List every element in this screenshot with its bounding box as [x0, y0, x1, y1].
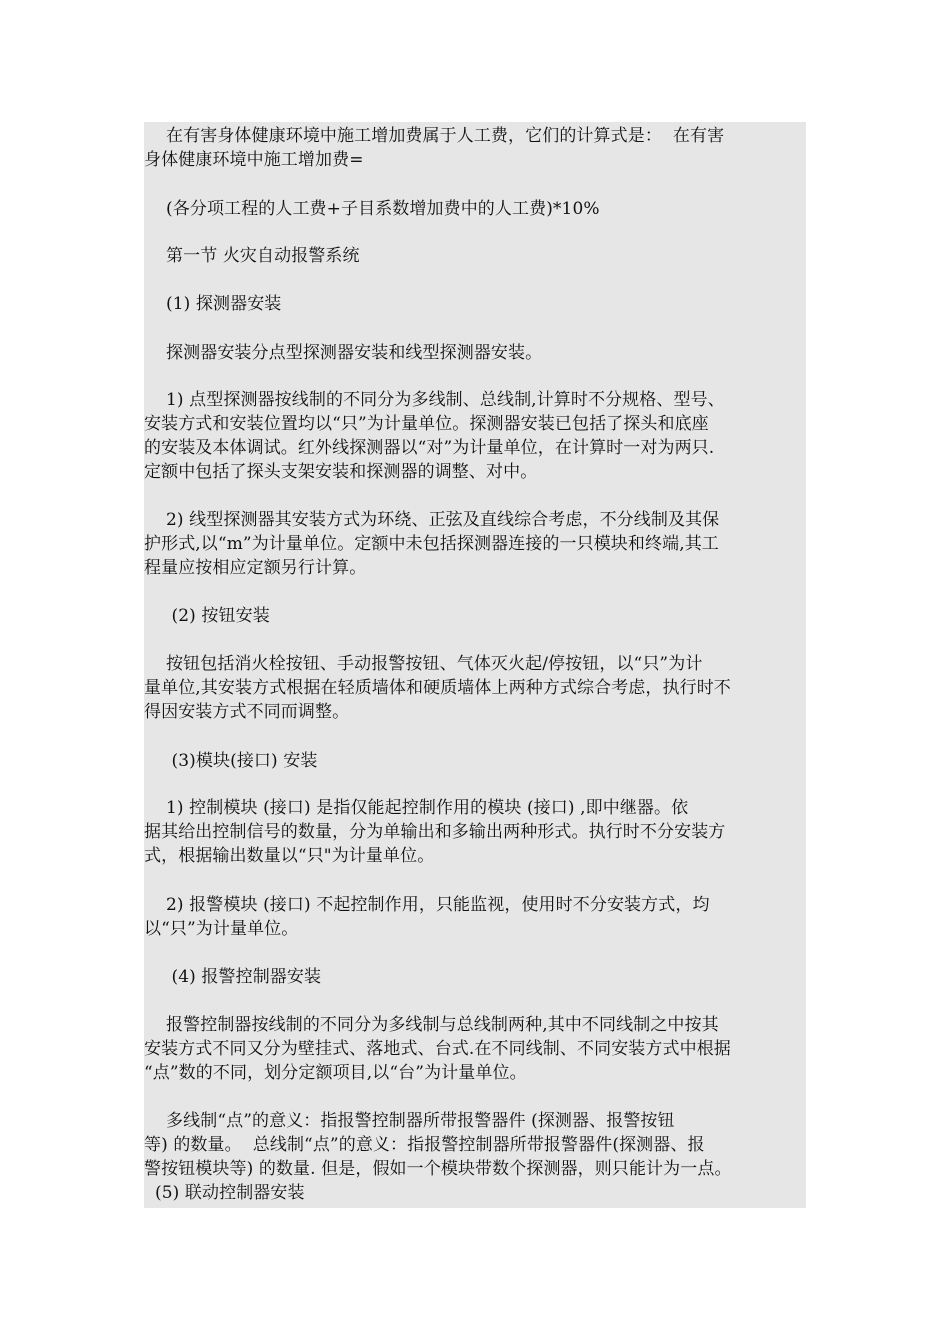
paragraph-line: 2) 报警模块 (接口) 不起控制作用，只能监视，使用时不分安装方式，均 [144, 895, 710, 915]
paragraph-line: 探测器安装分点型探测器安装和线型探测器安装。 [144, 343, 543, 363]
paragraph-line: 按钮包括消火栓按钮、手动报警按钮、气体灭火起/停按钮，以“只”为计 [144, 654, 703, 674]
paragraph-line: 警按钮模块等) 的数量. 但是，假如一个模块带数个探测器，则只能计为一点。 [144, 1159, 732, 1179]
paragraph-line: 在有害身体健康环境中施工增加费属于人工费，它们的计算式是： 在有害 [144, 126, 725, 146]
paragraph-line: 安装方式不同又分为壁挂式、落地式、台式.在不同线制、不同安装方式中根据 [144, 1039, 731, 1059]
subsection-heading: (4) 报警控制器安装 [144, 967, 322, 987]
paragraph-line: 定额中包括了探头支架安装和探测器的调整、对中。 [144, 462, 538, 482]
paragraph-line: 身体健康环境中施工增加费= [144, 150, 364, 170]
paragraph-line: 得因安装方式不同而调整。 [144, 702, 350, 722]
paragraph-line: 程量应按相应定额另行计算。 [144, 558, 367, 578]
document-body [144, 122, 806, 1208]
subsection-heading: (3)模块(接口) 安装 [144, 751, 318, 771]
paragraph-line: 护形式,以“m”为计量单位。定额中未包括探测器连接的一只模块和终端,其工 [144, 534, 719, 554]
paragraph-line: 报警控制器按线制的不同分为多线制与总线制两种,其中不同线制之中按其 [144, 1015, 719, 1035]
subsection-heading: (5) 联动控制器安装 [144, 1183, 305, 1203]
subsection-heading: (1) 探测器安装 [144, 294, 282, 314]
formula-line: (各分项工程的人工费+子目系数增加费中的人工费)*10% [144, 199, 600, 219]
subsection-heading: (2) 按钮安装 [144, 606, 270, 626]
section-heading: 第一节 火灾自动报警系统 [144, 246, 360, 266]
paragraph-line: 以“只”为计量单位。 [144, 919, 299, 939]
paragraph-line: 安装方式和安装位置均以“只”为计量单位。探测器安装已包括了探头和底座 [144, 414, 709, 434]
paragraph-line: “点”数的不同，划分定额项目,以“台”为计量单位。 [144, 1063, 527, 1083]
paragraph-line: 据其给出控制信号的数量，分为单输出和多输出两种形式。执行时不分安装方 [144, 822, 726, 842]
paragraph-line: 等) 的数量。 总线制“点”的意义：指报警控制器所带报警器件(探测器、报 [144, 1135, 705, 1155]
paragraph-line: 1) 控制模块 (接口) 是指仅能起控制作用的模块 (接口) ,即中继器。依 [144, 798, 689, 818]
paragraph-line: 的安装及本体调试。红外线探测器以“对”为计量单位，在计算时一对为两只. [144, 438, 715, 458]
paragraph-line: 多线制“点”的意义：指报警控制器所带报警器件 (探测器、报警按钮 [144, 1111, 675, 1131]
paragraph-line: 1) 点型探测器按线制的不同分为多线制、总线制,计算时不分规格、型号、 [144, 390, 725, 410]
paragraph-line: 2) 线型探测器其安装方式为环绕、正弦及直线综合考虑，不分线制及其保 [144, 510, 720, 530]
paragraph-line: 式，根据输出数量以“只"为计量单位。 [144, 846, 435, 866]
paragraph-line: 量单位,其安装方式根据在轻质墙体和硬质墙体上两种方式综合考虑，执行时不 [144, 678, 731, 698]
